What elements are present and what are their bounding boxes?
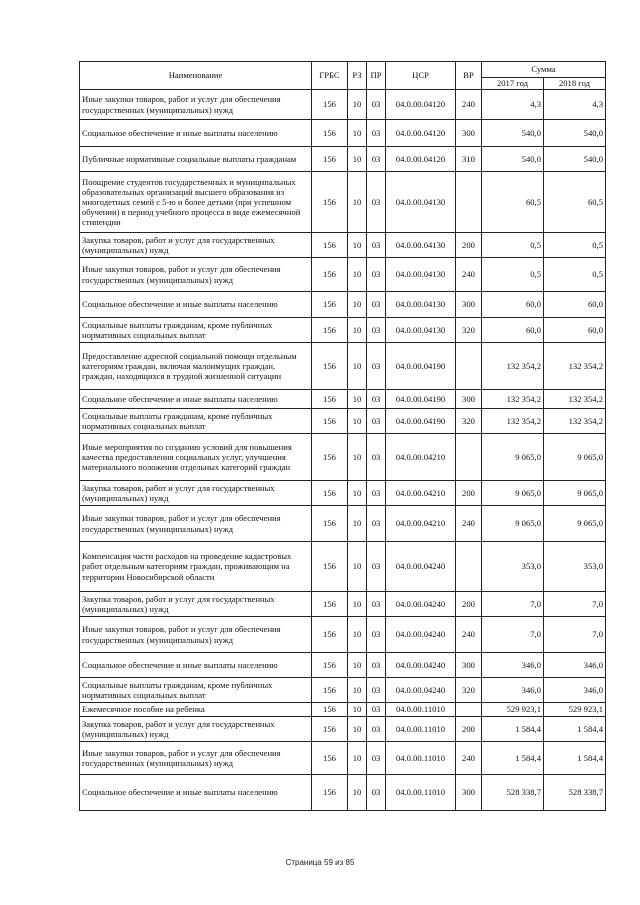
cell-y2018: 540,0 (544, 120, 606, 147)
cell-vr: 240 (456, 90, 482, 120)
cell-vr: 320 (456, 678, 482, 703)
cell-y2018: 60,0 (544, 292, 606, 318)
cell-y2017: 7,0 (482, 592, 544, 617)
cell-name: Иные закупки товаров, работ и услуг для обеспечения государственных (муниципальных) нужд (80, 258, 312, 292)
cell-y2017: 346,0 (482, 653, 544, 678)
table-body (80, 90, 606, 811)
cell-rz: 10 (348, 653, 367, 678)
cell-grbs: 156 (312, 409, 348, 434)
cell-csr: 04.0.00.04240 (386, 542, 456, 592)
cell-name: Иные мероприятия по созданию условий для повышения качества предоставления социальных услуг, улучшения материального положения отдельных категорий граждан (80, 434, 312, 481)
cell-pr: 03 (367, 120, 386, 147)
header-vr: ВР (456, 62, 482, 90)
cell-y2017: 528 338,7 (482, 775, 544, 811)
cell-pr: 03 (367, 703, 386, 717)
cell-grbs: 156 (312, 90, 348, 120)
cell-csr: 04.0.00.04120 (386, 120, 456, 147)
cell-grbs: 156 (312, 678, 348, 703)
cell-name: Социальное обеспечение и иные выплаты населению (80, 390, 312, 409)
cell-y2018: 0,5 (544, 258, 606, 292)
table-row (80, 742, 606, 775)
header-pr: ПР (367, 62, 386, 90)
cell-rz: 10 (348, 258, 367, 292)
cell-grbs: 156 (312, 742, 348, 775)
header-sum: Сумма (482, 62, 606, 78)
cell-name: Компенсация части расходов на проведение кадастровых работ отдельным категориям граждан, проживающим на территории Новосибирской области (80, 542, 312, 592)
cell-y2018: 4,3 (544, 90, 606, 120)
cell-csr: 04.0.00.04240 (386, 617, 456, 653)
cell-vr: 300 (456, 390, 482, 409)
table-row (80, 775, 606, 811)
cell-grbs: 156 (312, 617, 348, 653)
budget-table (79, 61, 606, 811)
cell-y2017: 1 584,4 (482, 742, 544, 775)
cell-grbs: 156 (312, 120, 348, 147)
cell-csr: 04.0.00.11010 (386, 717, 456, 742)
table-row (80, 390, 606, 409)
header-rz: РЗ (348, 62, 367, 90)
cell-rz: 10 (348, 703, 367, 717)
cell-y2018: 60,0 (544, 318, 606, 343)
table-row (80, 409, 606, 434)
cell-pr: 03 (367, 775, 386, 811)
cell-y2017: 346,0 (482, 678, 544, 703)
cell-y2018: 346,0 (544, 678, 606, 703)
cell-rz: 10 (348, 120, 367, 147)
cell-name: Ежемесячное пособие на ребенка (80, 703, 312, 717)
cell-pr: 03 (367, 90, 386, 120)
cell-csr: 04.0.00.11010 (386, 742, 456, 775)
cell-grbs: 156 (312, 292, 348, 318)
cell-pr: 03 (367, 678, 386, 703)
cell-rz: 10 (348, 343, 367, 390)
cell-y2018: 346,0 (544, 653, 606, 678)
cell-csr: 04.0.00.04210 (386, 506, 456, 542)
cell-grbs: 156 (312, 506, 348, 542)
table-row (80, 343, 606, 390)
cell-vr: 320 (456, 409, 482, 434)
cell-vr (456, 703, 482, 717)
cell-y2018: 9 065,0 (544, 434, 606, 481)
header-grbs: ГРБС (312, 62, 348, 90)
cell-vr: 240 (456, 617, 482, 653)
cell-name: Предоставление адресной социальной помощи отдельным категориям граждан, включая малоимущих граждан, граждан, находящихся в трудной жизненной ситуации (80, 343, 312, 390)
cell-grbs: 156 (312, 172, 348, 233)
table-row (80, 653, 606, 678)
cell-name: Социальное обеспечение и иные выплаты населению (80, 292, 312, 318)
cell-name: Закупка товаров, работ и услуг для государственных (муниципальных) нужд (80, 717, 312, 742)
cell-y2017: 9 065,0 (482, 434, 544, 481)
header-csr: ЦСР (386, 62, 456, 90)
table-row (80, 617, 606, 653)
cell-y2018: 1 584,4 (544, 742, 606, 775)
cell-grbs: 156 (312, 653, 348, 678)
cell-grbs: 156 (312, 343, 348, 390)
cell-rz: 10 (348, 617, 367, 653)
cell-pr: 03 (367, 172, 386, 233)
cell-csr: 04.0.00.04130 (386, 292, 456, 318)
cell-vr (456, 343, 482, 390)
cell-pr: 03 (367, 343, 386, 390)
cell-vr: 300 (456, 775, 482, 811)
cell-vr: 240 (456, 742, 482, 775)
cell-y2017: 9 065,0 (482, 506, 544, 542)
cell-pr: 03 (367, 542, 386, 592)
cell-pr: 03 (367, 409, 386, 434)
cell-rz: 10 (348, 409, 367, 434)
cell-y2017: 9 065,0 (482, 481, 544, 506)
cell-csr: 04.0.00.04130 (386, 258, 456, 292)
cell-name: Социальное обеспечение и иные выплаты населению (80, 653, 312, 678)
cell-csr: 04.0.00.04190 (386, 343, 456, 390)
table-row (80, 481, 606, 506)
header-year-2017: 2017 год (482, 78, 544, 90)
cell-vr: 200 (456, 233, 482, 258)
header-name: Наименование (80, 62, 312, 90)
cell-y2018: 7,0 (544, 617, 606, 653)
cell-y2018: 1 584,4 (544, 717, 606, 742)
cell-pr: 03 (367, 147, 386, 172)
table-row (80, 592, 606, 617)
cell-y2017: 7,0 (482, 617, 544, 653)
cell-y2017: 0,5 (482, 258, 544, 292)
cell-vr: 300 (456, 653, 482, 678)
cell-name: Социальные выплаты гражданам, кроме публичных нормативных социальных выплат (80, 318, 312, 343)
cell-y2017: 0,5 (482, 233, 544, 258)
cell-vr: 200 (456, 481, 482, 506)
cell-pr: 03 (367, 717, 386, 742)
cell-y2017: 529 923,1 (482, 703, 544, 717)
cell-rz: 10 (348, 506, 367, 542)
cell-y2017: 60,0 (482, 292, 544, 318)
table-row (80, 434, 606, 481)
cell-name: Закупка товаров, работ и услуг для государственных (муниципальных) нужд (80, 592, 312, 617)
cell-vr: 320 (456, 318, 482, 343)
cell-vr: 240 (456, 258, 482, 292)
table-row (80, 292, 606, 318)
table-row (80, 318, 606, 343)
cell-rz: 10 (348, 172, 367, 233)
table-row (80, 506, 606, 542)
table-row (80, 172, 606, 233)
cell-y2018: 0,5 (544, 233, 606, 258)
cell-y2017: 540,0 (482, 120, 544, 147)
cell-rz: 10 (348, 233, 367, 258)
cell-y2018: 60,5 (544, 172, 606, 233)
cell-pr: 03 (367, 390, 386, 409)
table-row (80, 703, 606, 717)
table-row (80, 147, 606, 172)
cell-pr: 03 (367, 233, 386, 258)
cell-name: Закупка товаров, работ и услуг для государственных (муниципальных) нужд (80, 233, 312, 258)
cell-y2017: 132 354,2 (482, 343, 544, 390)
cell-rz: 10 (348, 542, 367, 592)
cell-grbs: 156 (312, 592, 348, 617)
cell-vr: 300 (456, 292, 482, 318)
cell-rz: 10 (348, 592, 367, 617)
cell-name: Социальные выплаты гражданам, кроме публичных нормативных социальных выплат (80, 678, 312, 703)
cell-csr: 04.0.00.04130 (386, 172, 456, 233)
cell-csr: 04.0.00.04240 (386, 678, 456, 703)
cell-pr: 03 (367, 258, 386, 292)
cell-grbs: 156 (312, 390, 348, 409)
cell-pr: 03 (367, 653, 386, 678)
table-row (80, 717, 606, 742)
cell-name: Иные закупки товаров, работ и услуг для обеспечения государственных (муниципальных) нужд (80, 90, 312, 120)
cell-y2018: 540,0 (544, 147, 606, 172)
cell-pr: 03 (367, 481, 386, 506)
cell-y2017: 1 584,4 (482, 717, 544, 742)
cell-name: Иные закупки товаров, работ и услуг для обеспечения государственных (муниципальных) нужд (80, 742, 312, 775)
cell-vr: 300 (456, 120, 482, 147)
cell-rz: 10 (348, 318, 367, 343)
cell-rz: 10 (348, 678, 367, 703)
cell-rz: 10 (348, 90, 367, 120)
cell-csr: 04.0.00.11010 (386, 703, 456, 717)
cell-y2017: 60,5 (482, 172, 544, 233)
cell-name: Поощрение студентов государственных и муниципальных образовательных организаций высшего образования из многодетных семей с 5-ю и более детьми (при успешном обучении) в период учебного процесса в виде ежемесячной стипендии (80, 172, 312, 233)
cell-grbs: 156 (312, 775, 348, 811)
cell-grbs: 156 (312, 703, 348, 717)
cell-vr (456, 434, 482, 481)
header-year-2018: 2018 год (544, 78, 606, 90)
cell-grbs: 156 (312, 481, 348, 506)
cell-csr: 04.0.00.04240 (386, 592, 456, 617)
cell-pr: 03 (367, 434, 386, 481)
cell-y2018: 7,0 (544, 592, 606, 617)
cell-rz: 10 (348, 742, 367, 775)
cell-y2018: 132 354,2 (544, 343, 606, 390)
cell-csr: 04.0.00.04130 (386, 318, 456, 343)
cell-y2018: 353,0 (544, 542, 606, 592)
cell-pr: 03 (367, 742, 386, 775)
table-row (80, 90, 606, 120)
cell-rz: 10 (348, 434, 367, 481)
cell-y2018: 132 354,2 (544, 409, 606, 434)
cell-csr: 04.0.00.04190 (386, 409, 456, 434)
cell-pr: 03 (367, 318, 386, 343)
table-row (80, 258, 606, 292)
cell-name: Социальные выплаты гражданам, кроме публичных нормативных социальных выплат (80, 409, 312, 434)
cell-pr: 03 (367, 617, 386, 653)
cell-grbs: 156 (312, 434, 348, 481)
cell-y2017: 540,0 (482, 147, 544, 172)
cell-y2018: 528 338,7 (544, 775, 606, 811)
cell-rz: 10 (348, 390, 367, 409)
cell-rz: 10 (348, 292, 367, 318)
table-row (80, 542, 606, 592)
cell-name: Иные закупки товаров, работ и услуг для обеспечения государственных (муниципальных) нужд (80, 506, 312, 542)
cell-pr: 03 (367, 592, 386, 617)
cell-grbs: 156 (312, 717, 348, 742)
cell-name: Закупка товаров, работ и услуг для государственных (муниципальных) нужд (80, 481, 312, 506)
cell-vr (456, 172, 482, 233)
page-footer: Страница 59 из 85 (285, 858, 355, 867)
cell-pr: 03 (367, 292, 386, 318)
cell-y2018: 132 354,2 (544, 390, 606, 409)
cell-vr: 310 (456, 147, 482, 172)
cell-name: Публичные нормативные социальные выплаты гражданам (80, 147, 312, 172)
cell-vr: 200 (456, 592, 482, 617)
cell-y2017: 60,0 (482, 318, 544, 343)
cell-name: Социальное обеспечение и иные выплаты населению (80, 120, 312, 147)
cell-grbs: 156 (312, 258, 348, 292)
cell-y2018: 9 065,0 (544, 481, 606, 506)
cell-rz: 10 (348, 481, 367, 506)
cell-csr: 04.0.00.04130 (386, 233, 456, 258)
cell-vr (456, 542, 482, 592)
cell-grbs: 156 (312, 233, 348, 258)
cell-csr: 04.0.00.11010 (386, 775, 456, 811)
cell-y2018: 529 923,1 (544, 703, 606, 717)
table-row (80, 678, 606, 703)
cell-pr: 03 (367, 506, 386, 542)
cell-y2017: 353,0 (482, 542, 544, 592)
cell-csr: 04.0.00.04120 (386, 90, 456, 120)
cell-grbs: 156 (312, 542, 348, 592)
cell-csr: 04.0.00.04210 (386, 481, 456, 506)
cell-name: Иные закупки товаров, работ и услуг для обеспечения государственных (муниципальных) нужд (80, 617, 312, 653)
cell-y2017: 132 354,2 (482, 409, 544, 434)
cell-grbs: 156 (312, 147, 348, 172)
cell-csr: 04.0.00.04120 (386, 147, 456, 172)
cell-vr: 200 (456, 717, 482, 742)
table-row (80, 120, 606, 147)
table-row (80, 233, 606, 258)
cell-rz: 10 (348, 147, 367, 172)
cell-vr: 240 (456, 506, 482, 542)
cell-rz: 10 (348, 717, 367, 742)
cell-csr: 04.0.00.04190 (386, 390, 456, 409)
cell-csr: 04.0.00.04240 (386, 653, 456, 678)
cell-csr: 04.0.00.04210 (386, 434, 456, 481)
cell-y2018: 9 065,0 (544, 506, 606, 542)
cell-grbs: 156 (312, 318, 348, 343)
cell-y2017: 132 354,2 (482, 390, 544, 409)
cell-y2017: 4,3 (482, 90, 544, 120)
cell-name: Социальное обеспечение и иные выплаты населению (80, 775, 312, 811)
cell-rz: 10 (348, 775, 367, 811)
